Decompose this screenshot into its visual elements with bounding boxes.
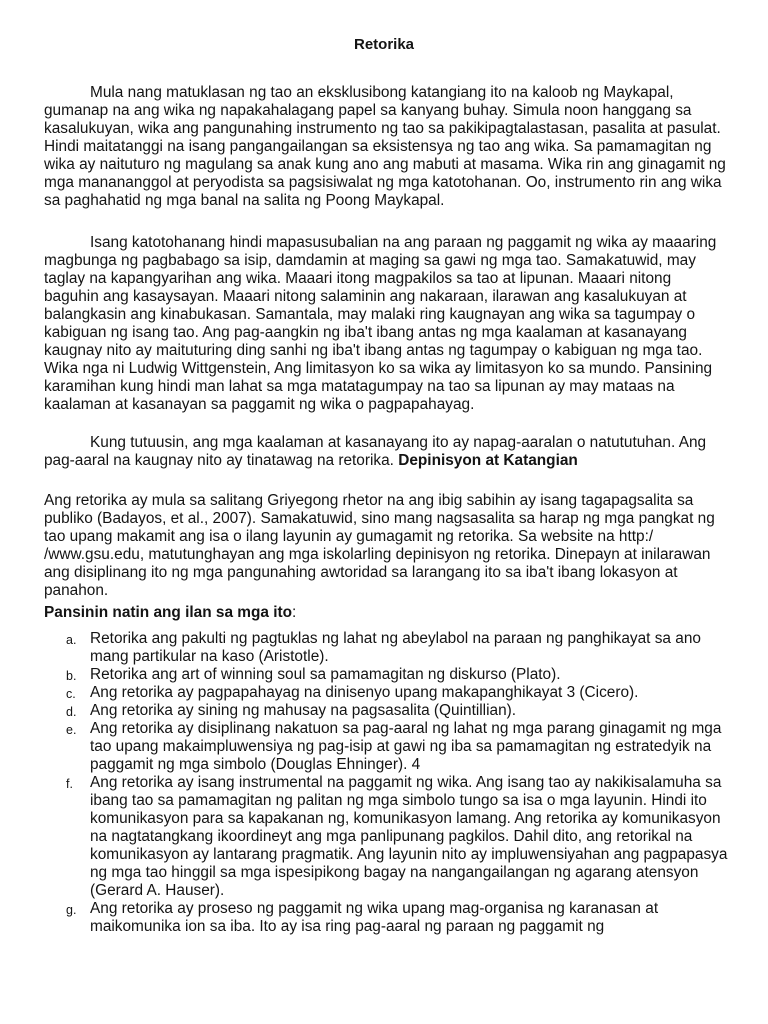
section-heading: Depinisyon at Katangian bbox=[398, 452, 578, 469]
list-item bbox=[44, 630, 728, 666]
list-intro-text: Pansinin natin ang ilan sa mga ito bbox=[44, 604, 293, 621]
paragraph-2: Isang katotohanang hindi mapasusubalian na ang paraan ng paggamit ng wika ay maaaring magbunga ng pagbabago sa isip, damdamin at maging sa gawi ng mga tao. Samakatuwid, may taglay na kapangyarihan ang wika. Maaari itong magpakilos sa tao at lipunan. Maaari nitong baguhin ang kasaysayan. Maaari nitong salaminin ang nakaraan, ilarawan ang kasalukuyan at balangkasin ang kinabukasan. Samantala, may malaki ring kaugnayan ang wika sa tagumpay o kabiguan ng isang tao. Ang pag-aangkin ng iba't ibang antas ng mga kaalaman at kasanayang kaugnay nito ay maituturing ding sanhi ng iba't ibang antas ng tagumpay o kabiguan ng mga tao. Wika nga ni Ludwig Wittgenstein, Ang limitasyon ko sa wika ay limitasyon ko sa mundo. Pansining karamihan kung hindi man lahat sa mga matatagumpay na tao sa lipunan ay may mataas na kaalaman at kasanayan sa paggamit ng wika o pagpapahayag. bbox=[44, 234, 717, 413]
list-item-text: Ang retorika ay isang instrumental na paggamit ng wika. Ang isang tao ay nakikisalamuha sa ibang tao sa pamamagitan ng palitan ng mga simbolo tungo sa isa o mga layunin. Hindi ito komunikasyon para sa kapakanan ng, komunikasyon lamang. Ang retorika ay komunikasyon na nagtatangkang ikoordineyt ang mga panlipunang pagkilos. Dahil dito, ang retorikal na komunikasyon ay lantarang pragmatik. Ang layunin nito ay impluwensiyahan ang pagpapasya ng mga tao hinggil sa mga ispesipikong bagay na nangangailangan ng agarang atensyon (Gerard A. Hauser). bbox=[90, 774, 728, 899]
list-item-marker: a. bbox=[66, 633, 77, 647]
list-item-marker: c. bbox=[66, 687, 76, 701]
list-intro bbox=[44, 604, 728, 622]
list-item-text: Ang retorika ay disiplinang nakatuon sa pag-aaral ng lahat ng mga parang ginagamit ng mga tao upang makaimpluwensiya ng pag-isip at gawi ng iba sa pamamagitan ng estratedyik na paggamit ng mga simbolo (Douglas Ehninger). 4 bbox=[90, 720, 722, 773]
paragraph-3-text: Kung tutuusin, ang mga kaalaman at kasanayang ito ay napag-aaralan o natututuhan. Ang pag-aaral na kaugnay nito ay tinatawag na retorika. bbox=[44, 434, 707, 469]
list-item bbox=[44, 702, 728, 720]
list-item bbox=[44, 774, 728, 900]
paragraph-1: Mula nang matuklasan ng tao an eksklusibong katangiang ito na kaloob ng Maykapal, gumanap na ang wika ng napakahalagang papel sa kanyang buhay. Simula noon hanggang sa kasalukuyan, wika ang pangunahing instrumento ng tao sa pakikipagtalastasan, pasalita at pasulat. Hindi maitatanggi na isang pangangailangan sa eksistensya ng tao ang wika. Sa pamamagitan ng wika ay naituturo ng magulang sa anak kung ano ang mabuti at masama. Wika rin ang ginagamit ng mga manananggol at peryodista sa pagsisiwalat ng mga katotohanan. Oo, instrumento rin ang wika sa paghahatid ng mga banal na salita ng Poong Maykapal. bbox=[44, 84, 726, 209]
list-item bbox=[44, 900, 728, 936]
list-item bbox=[44, 684, 728, 702]
list-item-marker: f. bbox=[66, 777, 73, 791]
paragraph-3 bbox=[44, 434, 728, 470]
list-item bbox=[44, 720, 728, 774]
list-item-text: Retorika ang art of winning soul sa pamamagitan ng diskurso (Plato). bbox=[90, 666, 561, 683]
list-item-text: Ang retorika ay proseso ng paggamit ng wika upang mag-organisa ng karanasan at maikomunika ion sa iba. Ito ay isa ring pag-aaral ng paraan ng paggamit ng bbox=[90, 900, 659, 935]
list-intro-colon: : bbox=[292, 604, 297, 621]
list-item-text: Ang retorika ay sining ng mahusay na pagsasalita (Quintillian). bbox=[90, 702, 517, 719]
paragraph-4: Ang retorika ay mula sa salitang Griyegong rhetor na ang ibig sabihin ay isang tagapagsalita sa publiko (Badayos, et al., 2007). Samakatuwid, sino mang nagsasalita sa harap ng mga pangkat ng tao upang makamit ang isa o ilang layunin ay gumagamit ng retorika. Sa website na http:/ /www.gsu.edu, matutunghayan ang mga iskolarling depinisyon ng retorika. Dinepayn at inilarawan ang disiplinang ito ng mga pangunahing awtoridad sa larangang ito sa iba't ibang lokasyon at panahon. bbox=[44, 492, 715, 599]
list-item-text: Ang retorika ay pagpapahayag na dinisenyo upang makapanghikayat 3 (Cicero). bbox=[90, 684, 639, 701]
list-item-marker: g. bbox=[66, 903, 77, 917]
definition-list bbox=[44, 630, 728, 936]
list-item-marker: e. bbox=[66, 723, 77, 737]
list-item-marker: b. bbox=[66, 669, 77, 683]
list-item-marker: d. bbox=[66, 705, 77, 719]
list-item-text: Retorika ang pakulti ng pagtuklas ng lahat ng abeylabol na paraan ng panghikayat sa ano mang partikular na kaso (Aristotle). bbox=[90, 630, 701, 665]
list-item bbox=[44, 666, 728, 684]
document-title: Retorika bbox=[353, 36, 415, 53]
